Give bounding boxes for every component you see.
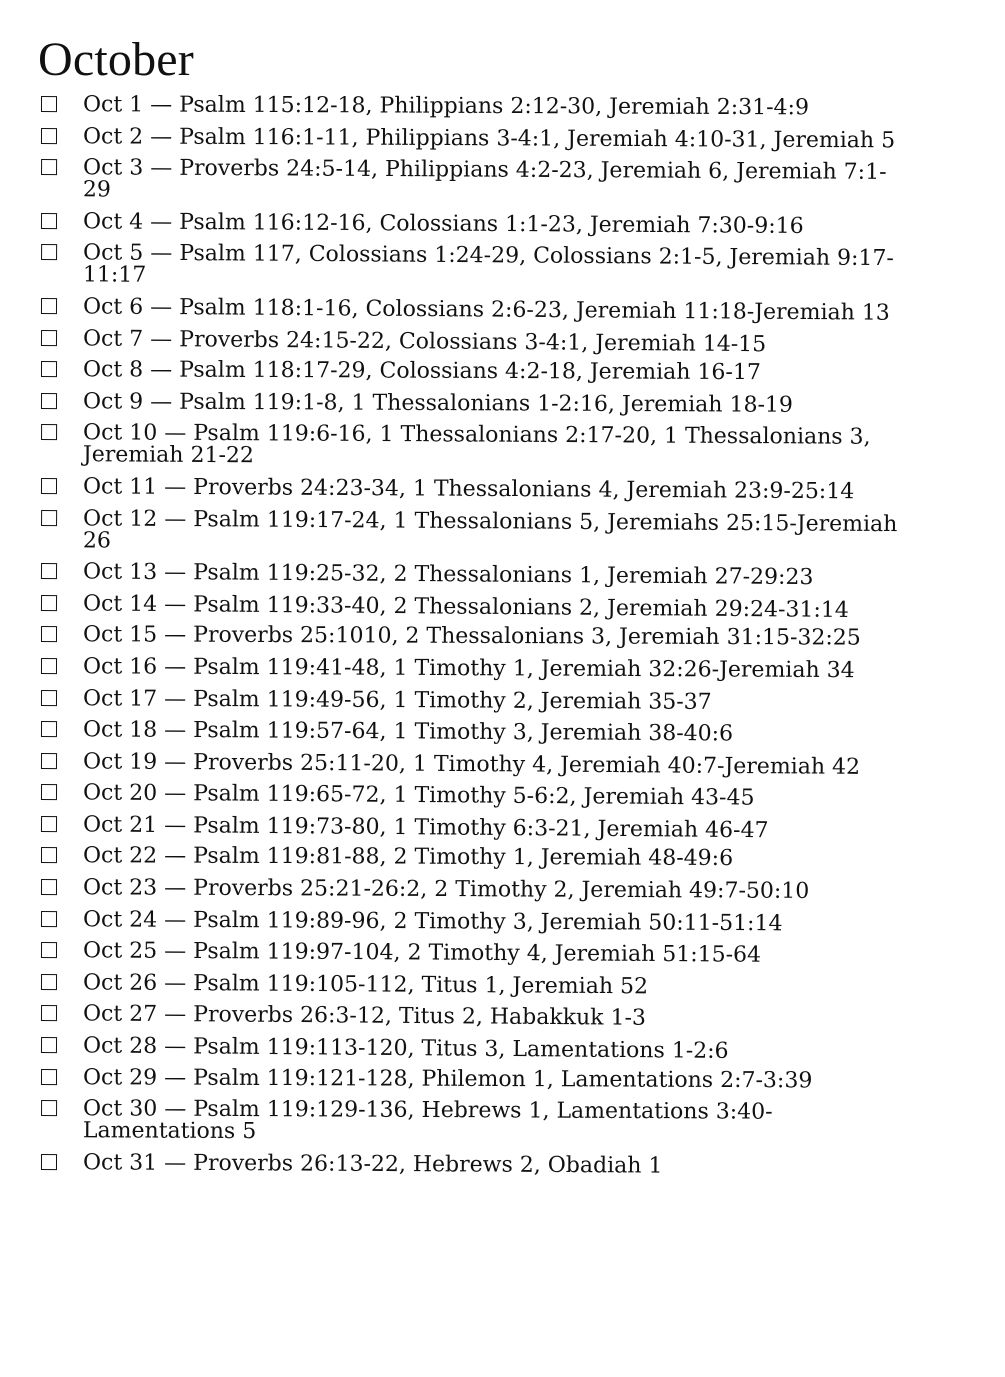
completion-checkbox[interactable] xyxy=(41,159,57,175)
reading-entry-text: Oct 14 — Psalm 119:33-40, 2 Thessalonians 2, Jeremiah 29:24-31:14 xyxy=(82,591,849,623)
reading-passages: Proverbs 24:15-22, Colossians 3-4:1, Jeremiah 14-15 xyxy=(179,326,767,357)
reading-entry-text: Oct 4 — Psalm 116:12-16, Colossians 1:1-23, Jeremiah 7:30-9:16 xyxy=(82,209,804,239)
completion-checkbox[interactable] xyxy=(41,478,57,494)
completion-checkbox[interactable] xyxy=(41,626,57,642)
reading-passages: Psalm 116:1-11, Philippians 3-4:1, Jeremiah 4:10-31, Jeremiah 5 xyxy=(179,124,896,153)
reading-item xyxy=(38,505,898,558)
reading-entry-text: Oct 28 — Psalm 119:113-120, Titus 3, Lamentations 1-2:6 xyxy=(82,1033,729,1064)
reading-item xyxy=(38,561,898,590)
reading-passages: Psalm 119:65-72, 1 Timothy 5-6:2, Jeremiah 43-45 xyxy=(193,781,755,811)
completion-checkbox[interactable] xyxy=(41,213,57,229)
reading-passages: Psalm 119:81-88, 2 Timothy 1, Jeremiah 48-49:6 xyxy=(193,844,734,872)
reading-passages: Proverbs 26:3-12, Titus 2, Habakkuk 1-3 xyxy=(193,1002,647,1032)
reading-date: Oct 15 xyxy=(82,622,158,648)
reading-date: Oct 26 xyxy=(82,970,158,996)
completion-checkbox[interactable] xyxy=(41,1005,57,1021)
reading-date: Oct 30 xyxy=(82,1096,158,1122)
reading-date: Oct 13 xyxy=(82,559,158,586)
completion-checkbox[interactable] xyxy=(41,1037,57,1053)
reading-item xyxy=(38,242,898,292)
reading-entry-text: Oct 23 — Proverbs 25:21-26:2, 2 Timothy 2, Jeremiah 49:7-50:10 xyxy=(82,875,810,904)
reading-date: Oct 11 xyxy=(82,474,158,500)
reading-passages: Proverbs 24:5-14, Philippians 4:2-23, Jeremiah 6, Jeremiah 7:1-29 xyxy=(82,156,887,203)
reading-entry-text: Oct 8 — Psalm 118:17-29, Colossians 4:2-18, Jeremiah 16-17 xyxy=(82,357,761,386)
reading-entry-text: Oct 12 — Psalm 119:17-24, 1 Thessalonians 5, Jeremiahs 25:15-Jeremiah 26 xyxy=(82,505,898,554)
reading-passages: Psalm 118:1-16, Colossians 2:6-23, Jeremiah 11:18-Jeremiah 13 xyxy=(179,295,890,326)
completion-checkbox[interactable] xyxy=(41,658,57,674)
reading-date: Oct 17 xyxy=(82,685,158,712)
completion-checkbox[interactable] xyxy=(41,1069,57,1085)
reading-passages: Psalm 115:12-18, Philippians 2:12-30, Jeremiah 2:31-4:9 xyxy=(179,92,810,121)
reading-date: Oct 8 xyxy=(82,357,144,383)
reading-item xyxy=(38,325,898,357)
completion-checkbox[interactable] xyxy=(41,96,57,112)
reading-item xyxy=(38,1098,898,1146)
completion-checkbox[interactable] xyxy=(41,911,57,927)
completion-checkbox[interactable] xyxy=(41,1154,57,1170)
completion-checkbox[interactable] xyxy=(41,330,57,346)
reading-item xyxy=(38,751,898,779)
reading-passages: Proverbs 25:1010, 2 Thessalonians 3, Jeremiah 31:15-32:25 xyxy=(193,622,861,651)
reading-date: Oct 9 xyxy=(82,388,144,415)
reading-item xyxy=(38,877,898,903)
reading-date: Oct 2 xyxy=(82,123,144,150)
reading-entry-text: Oct 19 — Proverbs 25:11-20, 1 Timothy 4, Jeremiah 40:7-Jeremiah 42 xyxy=(82,749,861,780)
reading-passages: Psalm 119:25-32, 2 Thessalonians 1, Jeremiah 27-29:23 xyxy=(193,560,814,591)
reading-item xyxy=(38,94,898,120)
reading-date: Oct 20 xyxy=(82,780,158,807)
reading-date: Oct 23 xyxy=(82,875,158,901)
reading-item xyxy=(38,1035,898,1064)
reading-item xyxy=(38,123,898,153)
reading-entry-text: Oct 3 — Proverbs 24:5-14, Philippians 4:2-23, Jeremiah 6, Jeremiah 7:1-29 xyxy=(82,155,887,203)
reading-passages: Psalm 119:97-104, 2 Timothy 4, Jeremiah 51:15-64 xyxy=(193,939,762,968)
reading-passages: Psalm 119:129-136, Hebrews 1, Lamentations 3:40-Lamentations 5 xyxy=(82,1097,773,1145)
completion-checkbox[interactable] xyxy=(41,753,57,769)
completion-checkbox[interactable] xyxy=(41,847,57,863)
reading-passages: Psalm 119:121-128, Philemon 1, Lamentations 2:7-3:39 xyxy=(193,1065,813,1094)
reading-item xyxy=(38,719,898,747)
reading-entry-text: Oct 5 — Psalm 117, Colossians 1:24-29, Colossians 2:1-5, Jeremiah 9:17-11:17 xyxy=(82,240,894,289)
reading-item xyxy=(38,476,898,504)
reading-date: Oct 7 xyxy=(82,325,144,352)
completion-checkbox[interactable] xyxy=(41,393,57,409)
reading-date: Oct 10 xyxy=(82,420,158,447)
reading-date: Oct 16 xyxy=(82,654,158,680)
reading-plan-page xyxy=(38,34,898,1183)
reading-date: Oct 19 xyxy=(82,749,158,775)
reading-date: Oct 18 xyxy=(82,717,158,743)
reading-item xyxy=(38,782,898,811)
reading-entry-text: Oct 29 — Psalm 119:121-128, Philemon 1, Lamentations 2:7-3:39 xyxy=(82,1064,813,1094)
reading-date: Oct 21 xyxy=(82,812,158,838)
reading-entry-text: Oct 6 — Psalm 118:1-16, Colossians 2:6-23, Jeremiah 11:18-Jeremiah 13 xyxy=(82,294,890,326)
reading-passages: Proverbs 25:11-20, 1 Timothy 4, Jeremiah 40:7-Jeremiah 42 xyxy=(193,749,861,780)
completion-checkbox[interactable] xyxy=(41,244,57,260)
reading-item xyxy=(38,422,898,471)
reading-entry-text: Oct 31 — Proverbs 26:13-22, Hebrews 2, Obadiah 1 xyxy=(82,1150,663,1179)
reading-entry-text: Oct 1 — Psalm 115:12-18, Philippians 2:12-30, Jeremiah 2:31-4:9 xyxy=(82,92,810,121)
reading-entry-text: Oct 21 — Psalm 119:73-80, 1 Timothy 6:3-21, Jeremiah 46-47 xyxy=(82,812,769,844)
reading-date: Oct 25 xyxy=(82,938,158,965)
completion-checkbox[interactable] xyxy=(41,784,57,800)
reading-passages: Psalm 119:57-64, 1 Timothy 3, Jeremiah 38-40:6 xyxy=(193,718,734,747)
reading-passages: Psalm 118:17-29, Colossians 4:2-18, Jeremiah 16-17 xyxy=(179,357,761,386)
reading-item xyxy=(38,1064,898,1094)
reading-item xyxy=(38,624,898,650)
reading-item xyxy=(38,1152,898,1179)
reading-entry-text: Oct 10 — Psalm 119:6-16, 1 Thessalonians 2:17-20, 1 Thessalonians 3, Jeremiah 21-22 xyxy=(82,420,871,469)
completion-checkbox[interactable] xyxy=(41,974,57,990)
reading-entry-text: Oct 9 — Psalm 119:1-8, 1 Thessalonians 1-2:16, Jeremiah 18-19 xyxy=(82,388,793,418)
reading-date: Oct 4 xyxy=(82,209,144,235)
reading-date: Oct 27 xyxy=(82,1001,158,1028)
reading-item xyxy=(38,906,898,936)
reading-entry-text: Oct 20 — Psalm 119:65-72, 1 Timothy 5-6:2, Jeremiah 43-45 xyxy=(82,780,755,811)
completion-checkbox[interactable] xyxy=(41,595,57,611)
reading-item xyxy=(38,593,898,622)
reading-item xyxy=(38,940,898,968)
reading-item xyxy=(38,1003,898,1032)
reading-entry-text: Oct 30 — Psalm 119:129-136, Hebrews 1, Lamentations 3:40-Lamentations 5 xyxy=(82,1096,773,1145)
reading-entry-text: Oct 26 — Psalm 119:105-112, Titus 1, Jeremiah 52 xyxy=(82,970,649,1000)
reading-date: Oct 24 xyxy=(82,906,158,933)
reading-passages: Psalm 119:73-80, 1 Timothy 6:3-21, Jeremiah 46-47 xyxy=(193,813,769,844)
reading-item xyxy=(38,972,898,1000)
reading-entry-text: Oct 11 — Proverbs 24:23-34, 1 Thessalonians 4, Jeremiah 23:9-25:14 xyxy=(82,474,855,505)
reading-date: Oct 22 xyxy=(82,843,158,869)
reading-item xyxy=(38,359,898,385)
reading-date: Oct 1 xyxy=(82,92,144,118)
reading-passages: Psalm 119:6-16, 1 Thessalonians 2:17-20, 1 Thessalonians 3, Jeremiah 21-22 xyxy=(82,421,871,469)
reading-plan-list xyxy=(38,92,898,1179)
reading-item xyxy=(38,388,898,418)
reading-passages: Proverbs 25:21-26:2, 2 Timothy 2, Jeremiah 49:7-50:10 xyxy=(193,875,810,904)
reading-passages: Psalm 117, Colossians 1:24-29, Colossians 2:1-5, Jeremiah 9:17-11:17 xyxy=(82,241,894,289)
reading-entry-text: Oct 15 — Proverbs 25:1010, 2 Thessalonians 3, Jeremiah 31:15-32:25 xyxy=(82,622,861,651)
completion-checkbox[interactable] xyxy=(41,510,57,526)
completion-checkbox[interactable] xyxy=(41,128,57,144)
reading-passages: Psalm 119:41-48, 1 Timothy 1, Jeremiah 32:26-Jeremiah 34 xyxy=(193,654,855,684)
reading-item xyxy=(38,296,898,325)
reading-date: Oct 5 xyxy=(82,240,144,267)
reading-date: Oct 31 xyxy=(82,1150,158,1176)
reading-item xyxy=(38,656,898,682)
reading-entry-text: Oct 13 — Psalm 119:25-32, 2 Thessalonians 1, Jeremiah 27-29:23 xyxy=(82,559,814,591)
reading-item xyxy=(38,685,898,715)
reading-item xyxy=(38,814,898,843)
reading-entry-text: Oct 25 — Psalm 119:97-104, 2 Timothy 4, Jeremiah 51:15-64 xyxy=(82,938,762,968)
reading-passages: Psalm 119:89-96, 2 Timothy 3, Jeremiah 50:11-51:14 xyxy=(193,907,783,936)
reading-item xyxy=(38,211,898,239)
reading-passages: Psalm 119:17-24, 1 Thessalonians 5, Jeremiahs 25:15-Jeremiah 26 xyxy=(82,506,898,554)
reading-entry-text: Oct 22 — Psalm 119:81-88, 2 Timothy 1, Jeremiah 48-49:6 xyxy=(82,843,734,872)
reading-date: Oct 29 xyxy=(82,1064,158,1091)
reading-passages: Psalm 119:49-56, 1 Timothy 2, Jeremiah 35-37 xyxy=(193,686,712,715)
completion-checkbox[interactable] xyxy=(41,424,57,440)
completion-checkbox[interactable] xyxy=(41,816,57,832)
completion-checkbox[interactable] xyxy=(41,361,57,377)
reading-entry-text: Oct 24 — Psalm 119:89-96, 2 Timothy 3, Jeremiah 50:11-51:14 xyxy=(82,906,783,936)
reading-passages: Psalm 116:12-16, Colossians 1:1-23, Jeremiah 7:30-9:16 xyxy=(179,209,804,239)
reading-entry-text: Oct 2 — Psalm 116:1-11, Philippians 3-4:1, Jeremiah 4:10-31, Jeremiah 5 xyxy=(82,123,896,153)
reading-date: Oct 3 xyxy=(82,155,144,181)
reading-date: Oct 28 xyxy=(82,1033,158,1060)
reading-entry-text: Oct 18 — Psalm 119:57-64, 1 Timothy 3, Jeremiah 38-40:6 xyxy=(82,717,734,747)
reading-entry-text: Oct 17 — Psalm 119:49-56, 1 Timothy 2, Jeremiah 35-37 xyxy=(82,685,712,715)
reading-passages: Psalm 119:113-120, Titus 3, Lamentations 1-2:6 xyxy=(193,1034,729,1064)
completion-checkbox[interactable] xyxy=(41,879,57,895)
reading-passages: Psalm 119:105-112, Titus 1, Jeremiah 52 xyxy=(193,970,649,1000)
completion-checkbox[interactable] xyxy=(41,690,57,706)
reading-item xyxy=(38,845,898,871)
reading-item xyxy=(38,157,898,206)
completion-checkbox[interactable] xyxy=(41,1100,57,1116)
completion-checkbox[interactable] xyxy=(41,563,57,579)
page-title: October xyxy=(38,33,194,86)
reading-passages: Psalm 119:1-8, 1 Thessalonians 1-2:16, Jeremiah 18-19 xyxy=(179,389,793,418)
reading-passages: Psalm 119:33-40, 2 Thessalonians 2, Jeremiah 29:24-31:14 xyxy=(193,592,849,623)
completion-checkbox[interactable] xyxy=(41,298,57,314)
reading-entry-text: Oct 16 — Psalm 119:41-48, 1 Timothy 1, Jeremiah 32:26-Jeremiah 34 xyxy=(82,654,855,684)
reading-entry-text: Oct 27 — Proverbs 26:3-12, Titus 2, Habakkuk 1-3 xyxy=(82,1001,647,1032)
reading-entry-text: Oct 7 — Proverbs 24:15-22, Colossians 3-4:1, Jeremiah 14-15 xyxy=(82,325,767,357)
reading-date: Oct 6 xyxy=(82,294,144,320)
completion-checkbox[interactable] xyxy=(41,721,57,737)
completion-checkbox[interactable] xyxy=(41,942,57,958)
reading-date: Oct 12 xyxy=(82,505,158,532)
reading-passages: Proverbs 24:23-34, 1 Thessalonians 4, Jeremiah 23:9-25:14 xyxy=(193,474,855,505)
reading-date: Oct 14 xyxy=(82,591,158,617)
reading-passages: Proverbs 26:13-22, Hebrews 2, Obadiah 1 xyxy=(193,1150,663,1179)
